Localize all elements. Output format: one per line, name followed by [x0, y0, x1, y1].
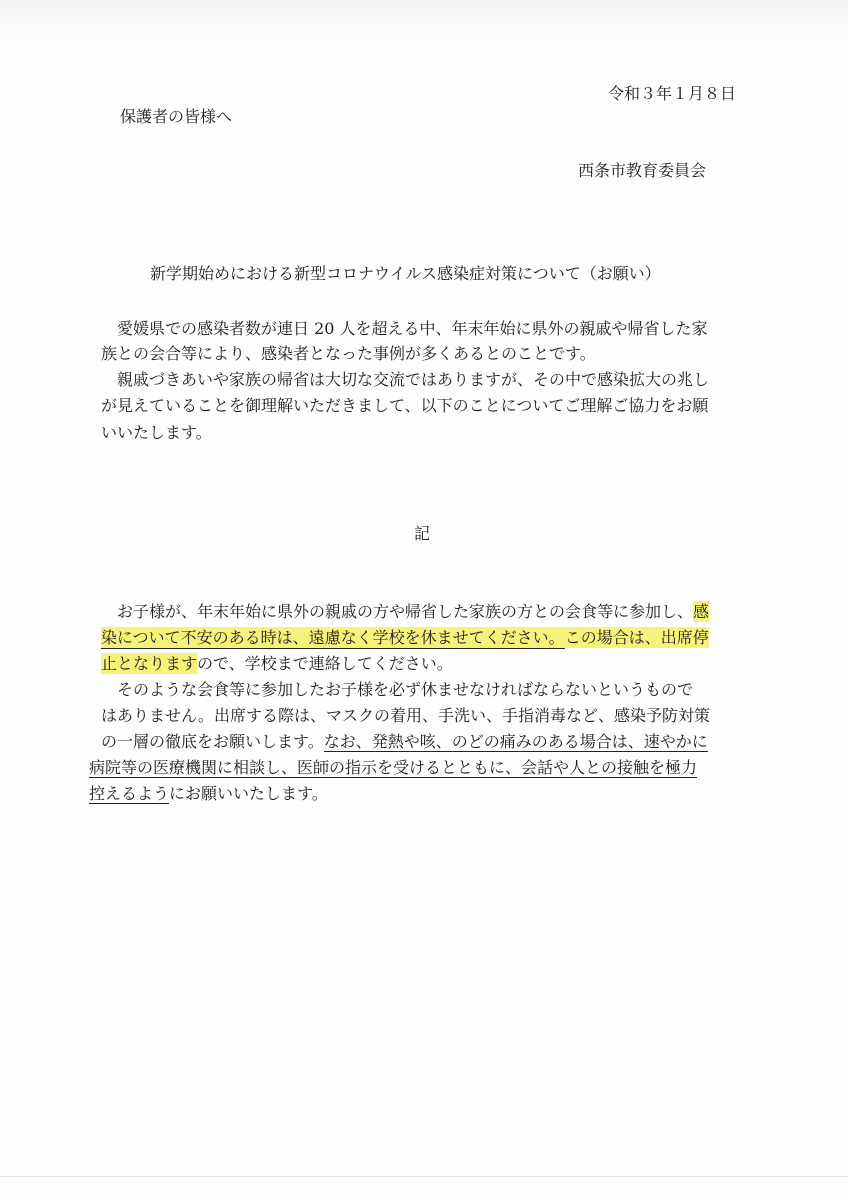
request-line — [101, 628, 709, 648]
intro-line: が見えていることを御理解いただきまして、以下のことについてご理解ご協力をお願 — [101, 396, 709, 415]
ki-heading: 記 — [414, 524, 431, 543]
highlighted-text: この場合は、出席停 — [564, 628, 709, 647]
notice-text: の一層の徹底をお願いします。 — [101, 732, 324, 751]
scan-top-shadow — [0, 0, 848, 40]
intro-line: 愛媛県での感染者数が連日 20 人を超える中、年末年始に県外の親戚や帰省した家 — [117, 319, 708, 338]
intro-line: いいたします。 — [101, 423, 212, 442]
notice-line: そのような会食等に参加したお子様を必ず休ませなければならないというもので — [117, 680, 694, 699]
highlighted-text: 止となります — [101, 654, 198, 673]
document-date: 令和３年１月８日 — [608, 84, 737, 103]
notice-text: にお願いいたします。 — [169, 784, 328, 803]
request-line — [101, 654, 453, 674]
intro-line: 族との会合等により、感染者となった事例が多くあるとのことです。 — [101, 344, 596, 363]
addressee: 保護者の皆様へ — [120, 107, 233, 126]
sender: 西条市教育委員会 — [578, 161, 707, 180]
underlined-text: 控えるよう — [89, 784, 170, 803]
highlighted-underlined-text: 染について不安のある時は、遠慮なく学校を休ませてください。 — [101, 628, 565, 647]
notice-line — [89, 784, 328, 804]
intro-line: 親戚づきあいや家族の帰省は大切な交流ではありますが、その中で感染拡大の兆し — [117, 370, 710, 389]
paper-fold-line — [0, 1176, 848, 1177]
notice-line — [89, 758, 697, 778]
notice-line — [101, 732, 708, 752]
highlighted-text: 感 — [693, 602, 710, 621]
document-title: 新学期始めにおける新型コロナウイルス感染症対策について（お願い） — [150, 264, 661, 283]
underlined-text: なお、発熱や咳、のどの痛みのある場合は、速やかに — [323, 732, 708, 751]
request-text: お子様が、年末年始に県外の親戚の方や帰省した家族の方との会食等に参加し、 — [117, 602, 694, 621]
notice-line: はありません。出席する際は、マスクの着用、手洗い、手指消毒など、感染予防対策 — [101, 706, 710, 725]
underlined-text: 病院等の医療機関に相談し、医師の指示を受けるとともに、会話や人との接触を極力 — [89, 758, 698, 777]
request-text: ので、学校まで連絡してください。 — [197, 654, 453, 673]
request-line — [117, 602, 709, 622]
